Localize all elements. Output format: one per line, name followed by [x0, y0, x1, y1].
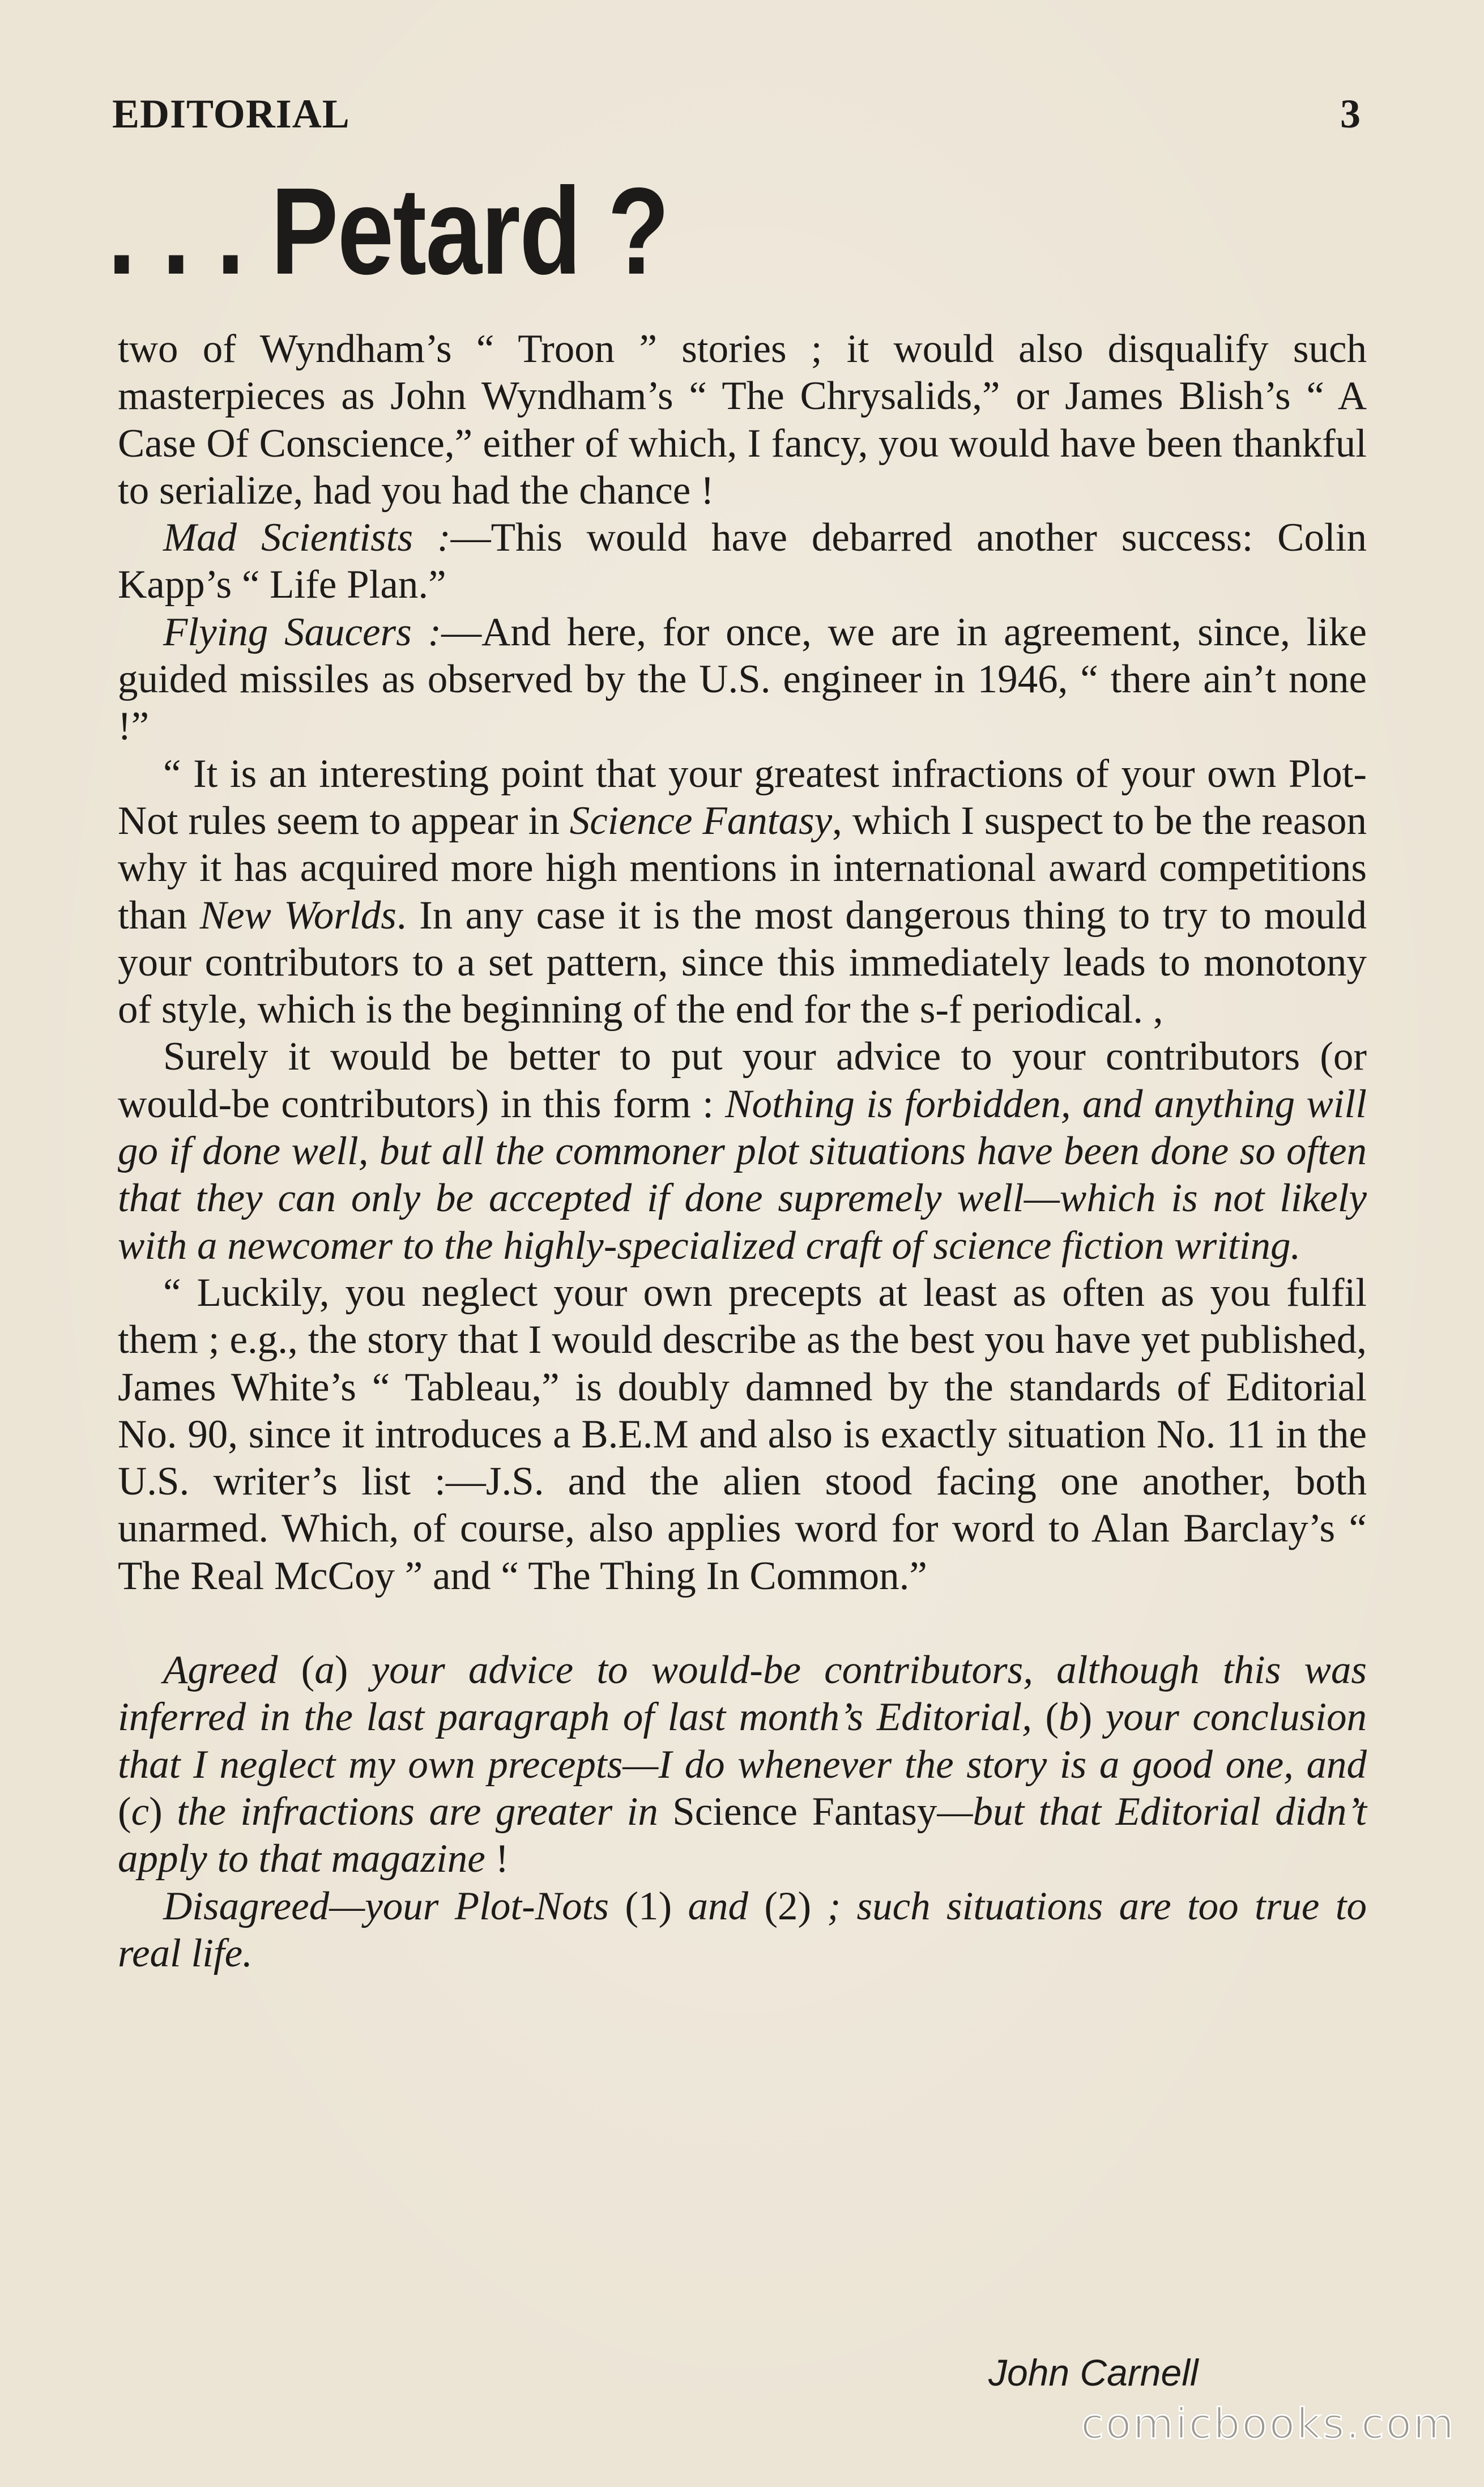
italic-run: the infractions are greater in: [177, 1789, 673, 1834]
italic-run: New Worlds: [199, 893, 396, 938]
paragraph-1: [118, 326, 1367, 514]
paragraph-6: [118, 1270, 1367, 1600]
page-number: 3: [1340, 91, 1361, 137]
italic-run: ; such situations are too true to real life.: [118, 1884, 1367, 1975]
text-run: (: [1045, 1695, 1059, 1740]
text-run: Surely it would be better to put your advice to your contributors (or would-be contributors) in this form :: [118, 1034, 1367, 1126]
text-run: ): [1078, 1695, 1106, 1740]
text-run: ): [334, 1648, 372, 1693]
reply-paragraph-1: [118, 1647, 1367, 1883]
text-run: Science Fantasy: [672, 1789, 937, 1834]
italic-run: Mad Scientists :: [163, 516, 451, 560]
text-run: “ Luckily, you neglect your own precepts at least as often as you fulfil them ; e.g., the story that I would describe as the best you have yet published, James White’s “ Tableau,” is doubly damned by the standards of Editorial No. 90, since it introduces a B.E.M and also is exactly situation No. 11 in the U.S. writer’s list :—J.S. and the alien stood facing one another, both unarmed. Which, of course, also applies word for word to Alan Barclay’s “ The Real McCoy ” and “ The Thing In Common.”: [118, 1270, 1367, 1598]
italic-run: Disagreed—your Plot-Nots: [163, 1884, 625, 1928]
text-run: (1): [625, 1884, 688, 1928]
text-run: . In any case it is the most dangerous thing to try to mould your contributors to a set pattern, since this immediately leads to monotony of style, which is the beginning of the end for the s-f periodical. ,: [118, 893, 1367, 1032]
italic-run: your advice to would-be contributors, although this was inferred in the last paragraph of last month’s Editorial,: [118, 1648, 1367, 1740]
italic-run: your conclusion that I neglect my own precepts—I do whenever the story is a good one, and: [118, 1695, 1367, 1787]
text-run: (2): [764, 1884, 828, 1928]
text-run: , which I suspect to be the reason why it has acquired more high mentions in international award competitions than: [118, 798, 1367, 938]
text-run: ): [149, 1789, 177, 1834]
text-run: —This would have debarred another success: Colin Kapp’s “ Life Plan.”: [118, 516, 1367, 607]
text-run: —And here, for once, we are in agreement, since, like guided missiles as observed by the U.S. engineer in 1946, “ there ain’t none !”: [118, 610, 1367, 749]
running-head: EDITORIAL: [112, 91, 350, 137]
italic-run: Agreed: [163, 1648, 301, 1693]
paragraph-4: [118, 751, 1367, 1034]
paragraph-3: [118, 609, 1367, 751]
italic-run: —but that Editorial didn’t apply to that magazine: [118, 1789, 1367, 1881]
text-run: !: [485, 1837, 509, 1881]
author-signature: John Carnell: [988, 2352, 1199, 2394]
italic-run: b: [1059, 1695, 1079, 1740]
paragraph-5: [118, 1033, 1367, 1269]
reply-paragraph-2: [118, 1883, 1367, 1978]
editorial-body: [118, 326, 1367, 1977]
paragraph-2: [118, 514, 1367, 609]
editorial-title: . . . Petard ?: [108, 163, 669, 300]
text-run: (: [118, 1789, 131, 1834]
italic-run: Science Fantasy: [569, 798, 833, 843]
italic-run: and: [688, 1884, 765, 1928]
italic-run: Flying Saucers :: [163, 610, 442, 654]
italic-run: c: [131, 1789, 150, 1834]
italic-run: Nothing is forbidden, and anything will go if done well, but all the commoner plot situations have been done so often that they can only be accepted if done supremely well—which is not likely with a newcomer to the highly-specialized craft of science fiction writing.: [118, 1081, 1367, 1268]
text-run: (: [301, 1648, 315, 1693]
text-run: “ It is an interesting point that your greatest infractions of your own Plot-Not rules seem to appear in: [118, 751, 1367, 843]
text-run: two of Wyndham’s “ Troon ” stories ; it would also disqualify such masterpieces as John Wyndham’s “ The Chrysalids,” or James Blish’s “ A Case Of Conscience,” either of which, I fancy, you would have been thankful to serialize, had you had the chance !: [118, 327, 1367, 513]
watermark: comicbooks.com: [1081, 2400, 1456, 2448]
italic-run: a: [314, 1648, 335, 1693]
